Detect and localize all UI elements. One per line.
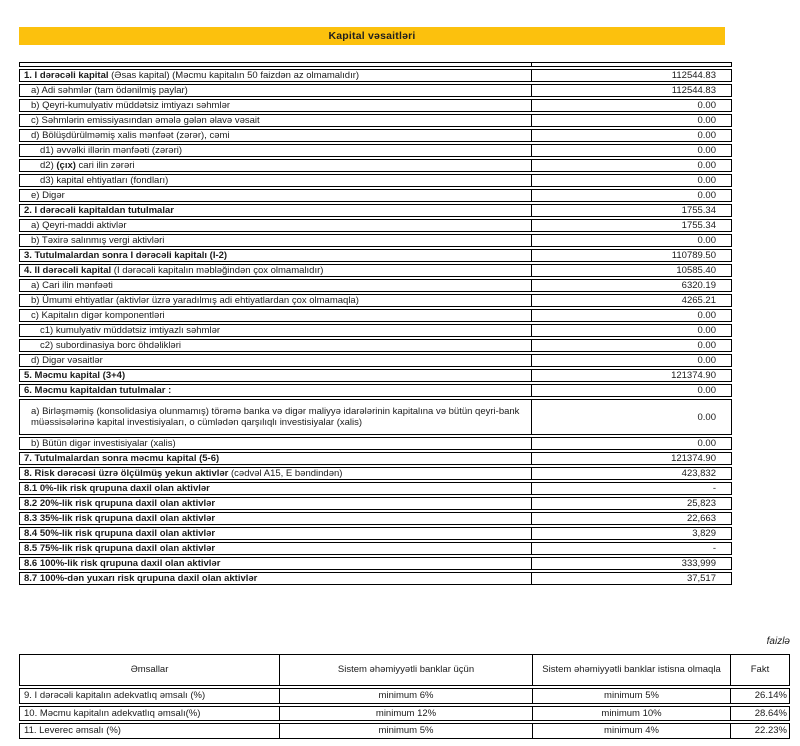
row-label [19, 557, 532, 570]
row-value: 112544.83 [532, 69, 732, 82]
row-label [19, 294, 532, 307]
row-label-bold: 8.7 100%-dən yuxarı risk qrupuna daxil olan aktivlər [24, 573, 258, 584]
table-row [19, 234, 732, 247]
ratio-row-non-sib-minimum: minimum 10% [533, 706, 731, 722]
table-row [19, 174, 732, 187]
row-label [19, 174, 532, 187]
table-row [19, 437, 732, 450]
table-row [19, 497, 732, 510]
row-label [19, 62, 532, 67]
row-value: - [532, 542, 732, 555]
ratio-row-non-sib-minimum: minimum 4% [533, 723, 731, 739]
row-label-bold: 1. I dərəcəli kapital [24, 70, 109, 81]
report-title-bar [19, 27, 725, 45]
row-label-pre: e) Digər [31, 190, 65, 201]
row-label [19, 467, 532, 480]
row-label [19, 339, 532, 352]
row-label-pre: b) Qeyri-kumulyativ müddətsiz imtiyazı səhmlər [31, 100, 231, 111]
row-value: 333,999 [532, 557, 732, 570]
row-label [19, 84, 532, 97]
row-value: 121374.90 [532, 452, 732, 465]
table-row [19, 324, 732, 337]
ratio-header-non-sib: Sistem əhəmiyyətli banklar istisna olmaqla [533, 654, 731, 686]
row-value: 3,829 [532, 527, 732, 540]
table-row [19, 264, 732, 277]
row-label-pre: c1) kumulyativ müddətsiz imtiyazlı səhmlər [40, 325, 221, 336]
table-row [19, 69, 732, 82]
row-value: 0.00 [532, 99, 732, 112]
ratio-row-non-sib-minimum: minimum 5% [533, 688, 731, 704]
row-value: 4265.21 [532, 294, 732, 307]
row-label-bold: 8. Risk dərəcəsi üzrə ölçülmüş yekun aktivlər [24, 468, 229, 479]
row-label [19, 437, 532, 450]
row-value: - [532, 482, 732, 495]
row-label-pre: a) Birləşməmiş (konsolidasiya olunmamış) törəmə banka və digər maliyyə idarələrinin kapitalına və bütün qeyri-bank müəssisələrinə kapital investisiyaları, o cümlədən qarşılıqlı investisiyalar (xalis) [31, 406, 520, 428]
table-row [19, 144, 732, 157]
table-row [19, 294, 732, 307]
ratio-header-sib: Sistem əhəmiyyətli banklar üçün [280, 654, 533, 686]
row-label-rest: cari ilin zərəri [75, 160, 135, 171]
row-label-bold: 3. Tutulmalardan sonra I dərəcəli kapitalı (I-2) [24, 250, 228, 261]
row-label-pre: c) Səhmlərin emissiyasından əmələ gələn əlavə vəsait [31, 115, 260, 126]
table-row [19, 62, 732, 67]
row-label [19, 99, 532, 112]
ratio-row-sib-minimum: minimum 6% [280, 688, 533, 704]
row-label-bold: 8.2 20%-lik risk qrupuna daxil olan aktivlər [24, 498, 216, 509]
capital-table [19, 60, 732, 587]
row-label-rest: (I dərəcəli kapitalın məbləğindən çox olmamalıdır) [111, 265, 324, 276]
table-row [19, 452, 732, 465]
table-row [19, 527, 732, 540]
table-row [19, 369, 732, 382]
table-row [19, 279, 732, 292]
ratio-row-fakt: 26.14% [731, 688, 790, 704]
row-value: 112544.83 [532, 84, 732, 97]
row-value: 423,832 [532, 467, 732, 480]
row-label-pre: d3) kapital ehtiyatları (fondları) [40, 175, 169, 186]
table-row [19, 557, 732, 570]
row-label [19, 572, 532, 585]
row-label [19, 189, 532, 202]
row-label-pre: b) Təxirə salınmış vergi aktivləri [31, 235, 165, 246]
row-label [19, 354, 532, 367]
ratio-header-emsallar: Əmsallar [19, 654, 280, 686]
table-row [19, 542, 732, 555]
row-value: 0.00 [532, 309, 732, 322]
table-row [19, 189, 732, 202]
row-label [19, 219, 532, 232]
table-row [19, 384, 732, 397]
row-label [19, 144, 532, 157]
table-row [19, 114, 732, 127]
table-row [19, 204, 732, 217]
row-label-pre: a) Adi səhmlər (tam ödənilmiş paylar) [31, 85, 188, 96]
row-label-pre: b) Ümumi ehtiyatlar (aktivlər üzrə yaradılmış adi ehtiyatlardan çox olmamaqla) [31, 295, 359, 306]
table-row [19, 354, 732, 367]
row-label [19, 159, 532, 172]
row-value: 1755.34 [532, 204, 732, 217]
table-row [19, 467, 732, 480]
row-value: 6320.19 [532, 279, 732, 292]
row-value: 0.00 [532, 437, 732, 450]
row-value: 0.00 [532, 174, 732, 187]
row-label [19, 482, 532, 495]
row-value: 0.00 [532, 384, 732, 397]
table-row [19, 572, 732, 585]
ratio-row-label: 10. Məcmu kapitalın adekvatlıq əmsalı(%) [19, 706, 280, 722]
row-label-pre: c) Kapitalın digər komponentləri [31, 310, 165, 321]
row-label-pre: a) Cari ilin mənfəəti [31, 280, 113, 291]
ratio-table [19, 652, 790, 741]
row-label [19, 452, 532, 465]
row-label-bold: 8.3 35%-lik risk qrupuna daxil olan aktivlər [24, 513, 216, 524]
row-label-pre: d2) [40, 160, 57, 171]
row-value: 0.00 [532, 234, 732, 247]
row-value: 0.00 [532, 159, 732, 172]
row-label [19, 249, 532, 262]
ratio-row-sib-minimum: minimum 12% [280, 706, 533, 722]
row-label [19, 369, 532, 382]
row-value: 10585.40 [532, 264, 732, 277]
row-value: 37,517 [532, 572, 732, 585]
table-row [19, 159, 732, 172]
row-label [19, 542, 532, 555]
row-label-bold: 5. Məcmu kapital (3+4) [24, 370, 126, 381]
row-label [19, 497, 532, 510]
row-value: 0.00 [532, 189, 732, 202]
row-value [532, 62, 732, 67]
table-row [19, 309, 732, 322]
table-row [19, 249, 732, 262]
row-label [19, 234, 532, 247]
row-value: 121374.90 [532, 369, 732, 382]
row-label-bold: 8.5 75%-lik risk qrupuna daxil olan aktivlər [24, 543, 216, 554]
page-title: Kapital vəsaitləri [328, 30, 416, 42]
row-value: 0.00 [532, 339, 732, 352]
row-value: 0.00 [532, 354, 732, 367]
table-row [19, 512, 732, 525]
row-label [19, 204, 532, 217]
table-row [19, 84, 732, 97]
row-label-pre: d) Digər vəsaitlər [31, 355, 103, 366]
row-label [19, 527, 532, 540]
ratio-row-sib-minimum: minimum 5% [280, 723, 533, 739]
table-row [19, 219, 732, 232]
table-row [19, 339, 732, 352]
row-label-bold: 2. I dərəcəli kapitaldan tutulmalar [24, 205, 174, 216]
row-label [19, 114, 532, 127]
row-label-bold: 7. Tutulmalardan sonra məcmu kapital (5-6) [24, 453, 220, 464]
percent-footnote: faizlə [766, 636, 790, 647]
table-row [19, 129, 732, 142]
row-label-pre: a) Qeyri-maddi aktivlər [31, 220, 127, 231]
ratio-header-row [19, 654, 790, 686]
row-value: 1755.34 [532, 219, 732, 232]
row-label [19, 69, 532, 82]
row-label [19, 324, 532, 337]
row-label [19, 264, 532, 277]
table-row [19, 399, 732, 435]
row-label-pre: d1) əvvəlki illərin mənfəəti (zərəri) [40, 145, 183, 156]
row-value: 0.00 [532, 114, 732, 127]
row-value: 22,663 [532, 512, 732, 525]
ratio-table-row [19, 688, 790, 704]
row-label-bold: 8.4 50%-lik risk qrupuna daxil olan aktivlər [24, 528, 216, 539]
row-label [19, 384, 532, 397]
row-label-rest: (Əsas kapital) (Məcmu kapitalın 50 faizdən az olmamalıdır) [108, 70, 360, 81]
ratio-row-label: 11. Leverec əmsalı (%) [19, 723, 280, 739]
row-label-bold: 8.6 100%-lik risk qrupuna daxil olan aktivlər [24, 558, 221, 569]
table-row [19, 99, 732, 112]
row-value: 0.00 [532, 399, 732, 435]
row-label [19, 129, 532, 142]
ratio-header-fakt: Fakt [731, 654, 790, 686]
row-value: 110789.50 [532, 249, 732, 262]
table-row [19, 482, 732, 495]
row-label-bold: (çıx) [56, 160, 76, 171]
ratio-table-row [19, 706, 790, 722]
ratio-row-fakt: 22.23% [731, 723, 790, 739]
row-label-pre: b) Bütün digər investisiyalar (xalis) [31, 438, 176, 449]
row-label-bold: 4. II dərəcəli kapital [24, 265, 112, 276]
row-label-rest: (cədvəl A15, E bəndindən) [228, 468, 343, 479]
row-label [19, 279, 532, 292]
row-label-pre: d) Bölüşdürülməmiş xalis mənfəət (zərər), cəmi [31, 130, 230, 141]
ratio-row-fakt: 28.64% [731, 706, 790, 722]
row-label-bold: 8.1 0%-lik risk qrupuna daxil olan aktivlər [24, 483, 210, 494]
ratio-table-row [19, 723, 790, 739]
row-label-pre: c2) subordinasiya borc öhdəlikləri [40, 340, 181, 351]
row-label [19, 512, 532, 525]
ratio-row-label: 9. I dərəcəli kapitalın adekvatlıq əmsalı (%) [19, 688, 280, 704]
row-label [19, 399, 532, 435]
row-value: 0.00 [532, 144, 732, 157]
row-value: 0.00 [532, 324, 732, 337]
row-value: 25,823 [532, 497, 732, 510]
row-value: 0.00 [532, 129, 732, 142]
row-label-bold: 6. Məcmu kapitaldan tutulmalar : [24, 385, 172, 396]
row-label [19, 309, 532, 322]
